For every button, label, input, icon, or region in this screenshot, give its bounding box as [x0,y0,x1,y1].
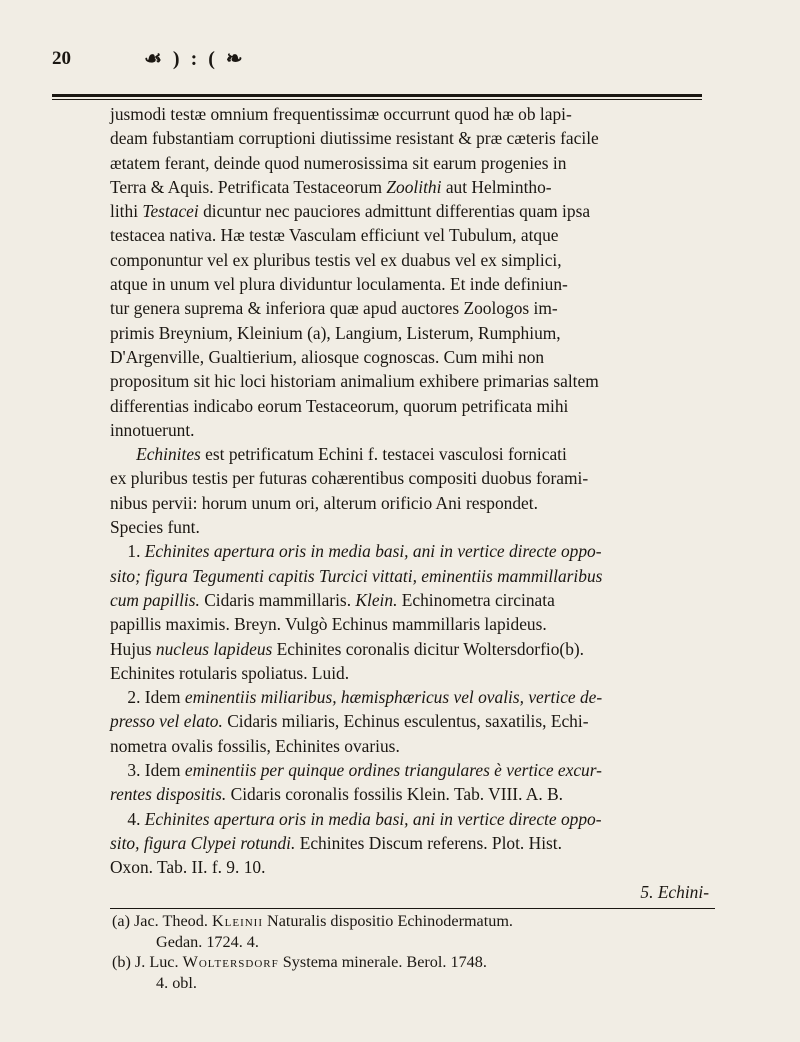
species-1-line: cum papillis. Cidaris mammillaris. Klein. Echinometra circinata [110,589,555,610]
species-1-line: Hujus nucleus lapideus Echinites coronalis dicitur Woltersdorfio(b). [110,638,585,659]
species-4-line: Oxon. Tab. II. f. 9. 10. [110,857,266,878]
footnote-a: (a) Jac. Theod. Kleinii Naturalis dispositio Echinodermatum. [112,912,513,930]
species-3-line: rentes dispositis. Cidaris coronalis fossilis Klein. Tab. VIII. A. B. [110,784,564,805]
text-line: nibus pervii: horum unum ori, alterum orificio Ani respondet. [110,492,538,513]
header-rule-thick [52,94,702,97]
page-number: 20 [52,48,71,69]
text-line: componuntur vel ex pluribus testis vel ex duabus vel ex simplici, [110,249,562,270]
text-line: primis Breynium, Kleinium (a), Langium, Listerum, Rumphium, [110,322,561,343]
species-2-line: 2. Idem eminentiis miliaribus, hæmisphæricus vel ovalis, vertice de- [110,687,603,708]
species-1-line: Echinites rotularis spoliatus. Luid. [110,662,350,683]
main-text [110,102,715,904]
term-testacei: Testacei [142,201,199,222]
species-4-line: 4. Echinites apertura oris in media basi, ani in vertice directe oppo- [110,808,602,829]
species-3-line: 3. Idem eminentiis per quinque ordines triangulares è vertice excur- [110,760,602,781]
text-line: lithi Testacei dicuntur nec pauciores admittunt differentias quam ipsa [110,201,591,222]
text-line: differentias indicabo eorum Testaceorum, quorum petrificata mihi [110,395,569,416]
catchword: 5. Echini- [640,881,709,902]
species-2-line: nometra ovalis fossilis, Echinites ovarius. [110,735,400,756]
footnote-a-cont: Gedan. 1724. 4. [156,932,259,951]
text-line: deam fubstantiam corruptioni diutissime resistant & præ cæteris facile [110,128,599,149]
footnotes [112,911,717,993]
running-head-ornament: ☙ ) : ( ❧ [144,48,246,70]
page-header [52,48,702,76]
term-echinites: Echinites [136,444,201,465]
species-list [110,539,715,879]
text-line: innotuerunt. [110,419,195,440]
text-line: ætatem ferant, deinde quod numerosissima sit earum progenies in [110,152,567,173]
footnote-b-cont: 4. obl. [156,973,197,992]
text-line: Species funt. [110,517,200,538]
species-1-line: sito; figura Tegumenti capitis Turcici vittati, eminentiis mammillaribus [110,565,603,586]
header-rule-thin [52,99,702,100]
species-2-line: presso vel elato. Cidaris miliaris, Echinus esculentus, saxatilis, Echi- [110,711,589,732]
text-line: Terra & Aquis. Petrificata Testaceorum Zoolithi aut Helmintho- [110,176,552,197]
text-line: tur genera suprema & inferiora quæ apud auctores Zoologos im- [110,298,558,319]
echinites-definition: Echinites est petrificatum Echini f. testacei vasculosi fornicati [136,444,567,465]
text-line: ex pluribus testis per futuras cohærentibus compositi duobus forami- [110,468,589,489]
term-zoolithi: Zoolithi [386,176,442,197]
species-1-line: 1. Echinites apertura oris in media basi, ani in vertice directe oppo- [110,541,602,562]
text-line: propositum sit hic loci historiam animalium exhibere primarias saltem [110,371,599,392]
text-line: D'Argenville, Gualtierium, aliosque cognoscas. Cum mihi non [110,346,545,367]
species-1-line: papillis maximis. Breyn. Vulgò Echinus mammillaris lapideus. [110,614,547,635]
text-line: jusmodi testæ omnium frequentissimæ occurrunt quod hæ ob lapi- [110,104,572,124]
text-line: atque in unum vel plura dividuntur loculamenta. Et inde definiun- [110,274,568,295]
text-line: testacea nativa. Hæ testæ Vasculam efficiunt vel Tubulum, atque [110,225,559,246]
species-4-line: sito, figura Clypei rotundi. Echinites Discum referens. Plot. Hist. [110,832,562,853]
footnote-b: (b) J. Luc. Woltersdorf Systema minerale. Berol. 1748. [112,953,487,971]
footnote-rule [110,908,715,909]
